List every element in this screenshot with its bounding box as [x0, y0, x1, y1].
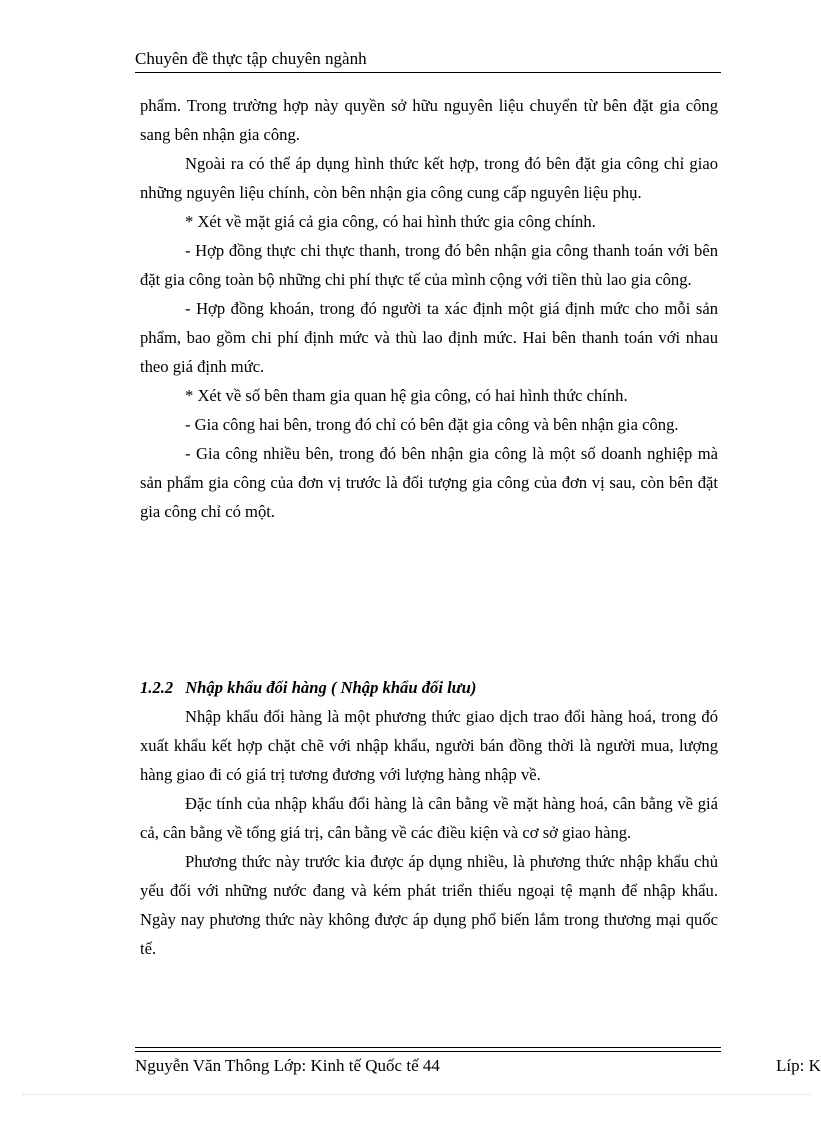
footer-rule [135, 1047, 721, 1052]
paragraph: - Gia công nhiều bên, trong đó bên nhận gia công là một số doanh nghiệp mà sản phẩm gia công của đơn vị trước là đối tượng gia công của đơn vị sau, còn bên đặt gia công chỉ có một. [140, 444, 718, 521]
section-heading [140, 673, 718, 702]
paragraph: phẩm. Trong trường hợp này quyền sở hữu nguyên liệu chuyển từ bên đặt gia công sang bên nhận gia công. [140, 96, 718, 144]
paragraph: Nhập khẩu đổi hàng là một phương thức giao dịch trao đổi hàng hoá, trong đó xuất khẩu kết hợp chặt chẽ với nhập khẩu, người bán đồng thời là người mua, lượng hàng giao đi có giá trị tương đương với lượng hàng nhập về. [140, 707, 718, 784]
page-header: Chuyên đề thực tập chuyên ngành [135, 48, 721, 73]
section-1-2-2 [140, 673, 718, 963]
paragraph: Đặc tính của nhập khẩu đổi hàng là cân bằng về mặt hàng hoá, cân bằng về giá cả, cân bằng về tổng giá trị, cân bằng về các điều kiện và cơ sở giao hàng. [140, 794, 718, 842]
page-bottom-dotted-divider [22, 1094, 812, 1095]
section-number: 1.2.2 [140, 678, 174, 697]
footer-class-label: Líp: K [776, 1056, 821, 1075]
paragraph: Phương thức này trước kia được áp dụng nhiều, là phương thức nhập khẩu chủ yếu đối với những nước đang và kém phát triển thiếu ngoại tệ mạnh để nhập khẩu. Ngày nay phương thức này không được áp dụng phổ biến lắm trong thương mại quốc tế. [140, 852, 718, 958]
paragraph: * Xét về mặt giá cả gia công, có hai hình thức gia công chính. [185, 212, 596, 231]
paragraph: - Hợp đồng thực chi thực thanh, trong đó bên nhận gia công thanh toán với bên đặt gia công toàn bộ những chi phí thực tế của mình cộng với tiền thù lao gia công. [140, 241, 718, 289]
footer-author-class: Nguyễn Văn Thông Lớp: Kinh tế Quốc tế 44 [135, 1056, 440, 1075]
paragraph: * Xét về số bên tham gia quan hệ gia công, có hai hình thức chính. [185, 386, 628, 405]
paragraph: - Gia công hai bên, trong đó chỉ có bên đặt gia công và bên nhận gia công. [185, 415, 679, 434]
body-text [140, 91, 718, 526]
paragraph: Ngoài ra có thể áp dụng hình thức kết hợp, trong đó bên đặt gia công chỉ giao những nguyên liệu chính, còn bên nhận gia công cung cấp nguyên liệu phụ. [140, 154, 718, 202]
section-title: Nhập khẩu đối hàng ( Nhập khẩu đối lưu) [185, 678, 477, 697]
paragraph: - Hợp đồng khoán, trong đó người ta xác định một giá định mức cho mỗi sản phẩm, bao gồm chi phí định mức và thù lao định mức. Hai bên thanh toán với nhau theo giá định mức. [140, 299, 718, 376]
